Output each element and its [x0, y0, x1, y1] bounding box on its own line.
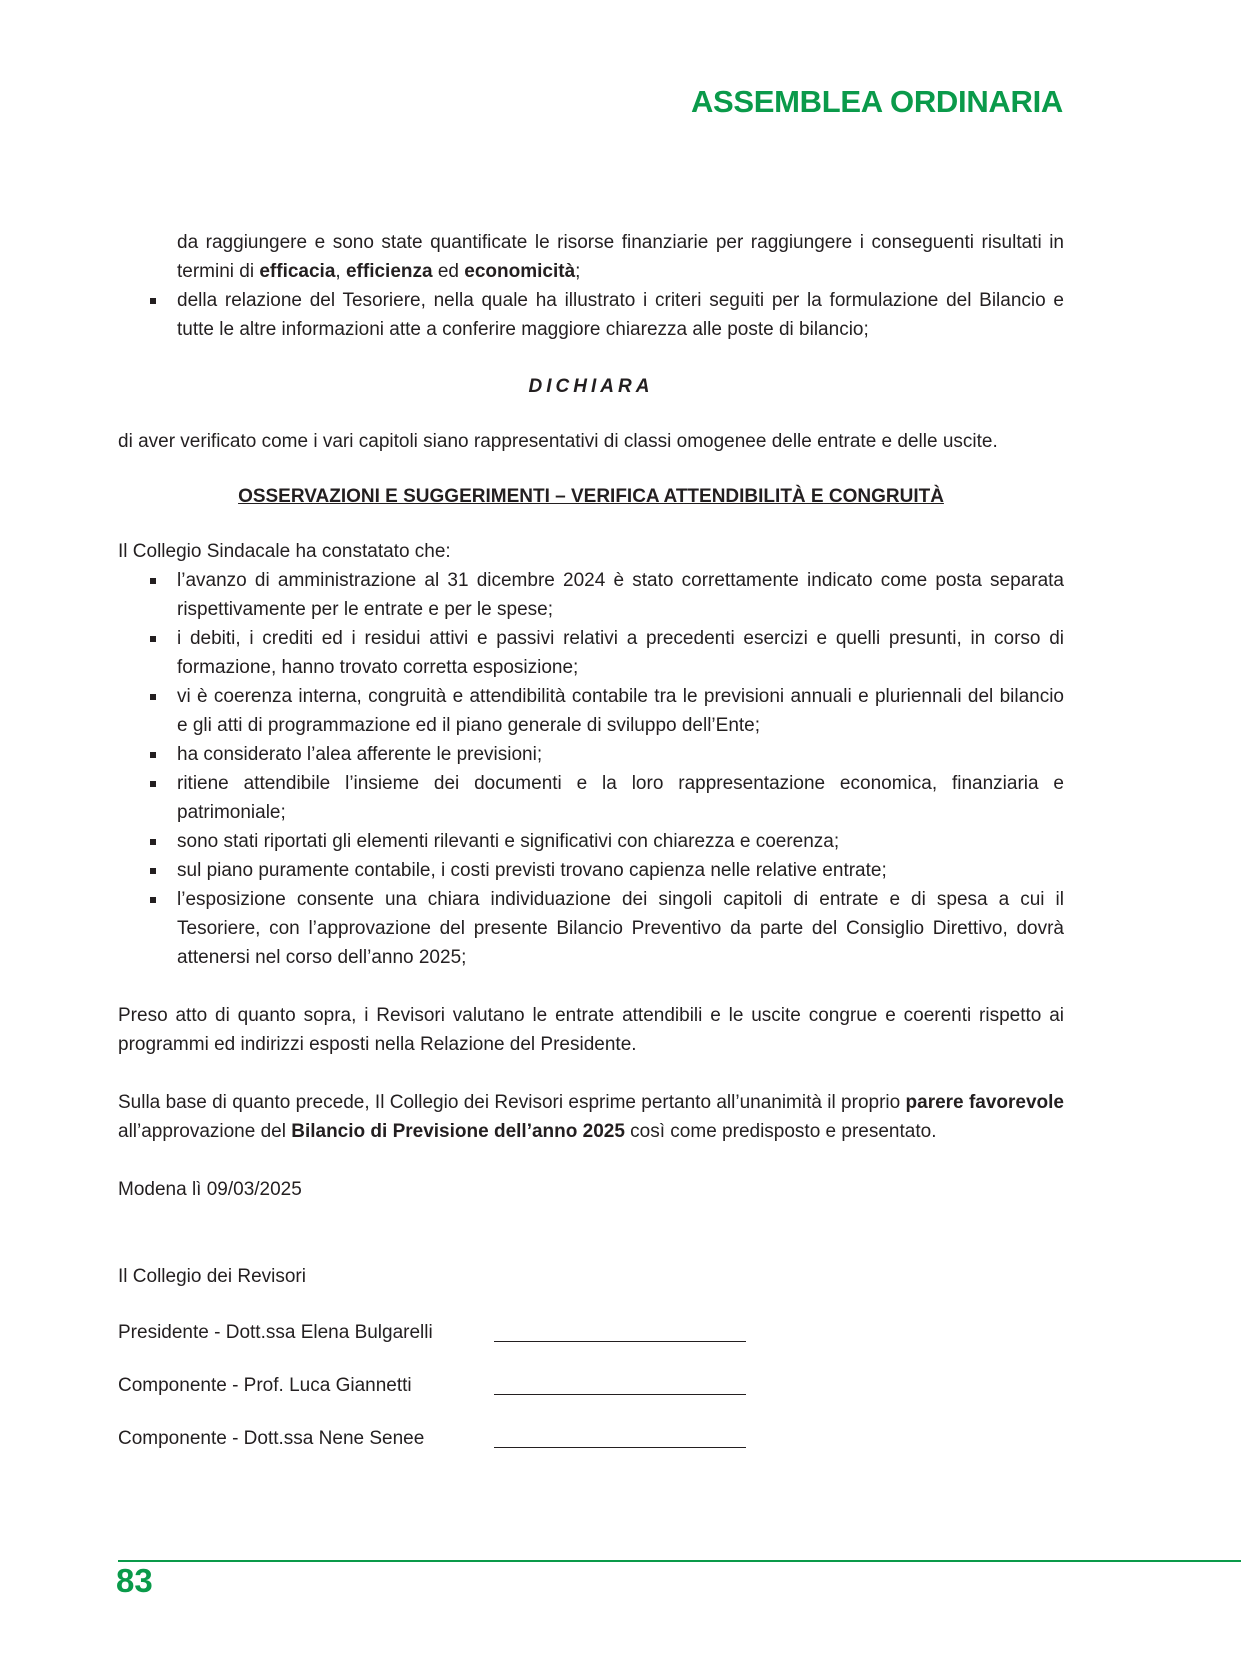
section-heading: OSSERVAZIONI E SUGGERIMENTI – VERIFICA ATTENDIBILITÀ E CONGRUITÀ: [238, 486, 944, 507]
separator: ed: [432, 261, 465, 282]
page-number: 83: [116, 1562, 153, 1599]
economicita-term: economicità: [464, 261, 576, 282]
list-item: l’avanzo di amministrazione al 31 dicembre 2024 è stato correttamente indicato come posta separata rispettivamente per le entrate e per le spese;: [118, 566, 1064, 624]
separator: ,: [335, 261, 346, 282]
signature-block: [118, 1318, 1064, 1477]
continuation-paragraph: [118, 228, 1064, 286]
intro-paragraph: Il Collegio Sindacale ha constatato che:: [118, 541, 451, 562]
observations-list: [118, 566, 1064, 972]
list-item: i debiti, i crediti ed i residui attivi e passivi relativi a precedenti esercizi e quelli presunti, in corso di formazione, hanno trovato corretta esposizione;: [118, 624, 1064, 682]
signatory-role: Presidente - Dott.ssa Elena Bulgarelli: [118, 1322, 433, 1343]
list-item: sul piano puramente contabile, i costi previsti trovano capienza nelle relative entrate;: [118, 856, 1064, 885]
separator: ;: [575, 261, 581, 282]
list-item: vi è coerenza interna, congruità e attendibilità contabile tra le previsioni annuali e pluriennali del bilancio e gli atti di programmazione ed il piano generale di sviluppo dell’Ente;: [118, 682, 1064, 740]
list-item: della relazione del Tesoriere, nella quale ha illustrato i criteri seguiti per la formulazione del Bilancio e tutte le altre informazioni atte a conferire maggiore chiarezza alle poste di bilancio;: [118, 286, 1064, 344]
document-body: [118, 228, 1064, 1477]
budget-title: Bilancio di Previsione dell’anno 2025: [291, 1121, 625, 1142]
conclusion-paragraph: Preso atto di quanto sopra, i Revisori valutano le entrate attendibili e le uscite congrue e coerenti rispetto ai programmi ed indirizzi esposti nella Relazione del Presidente.: [118, 1005, 1064, 1055]
opinion-paragraph: [118, 1088, 1064, 1146]
dichiara-heading: DICHIARA: [528, 376, 654, 397]
signature-row: [118, 1371, 1064, 1424]
continuation-text: da raggiungere e sono state quantificate le risorse finanziarie per raggiungere i conseguenti risultati in termini di: [177, 232, 1064, 282]
declaration-paragraph: di aver verificato come i vari capitoli siano rappresentativi di classi omogenee delle entrate e delle uscite.: [118, 431, 998, 452]
place-date: Modena lì 09/03/2025: [118, 1179, 302, 1200]
opinion-text: così come predisposto e presentato.: [624, 1121, 937, 1142]
signatory-role: Componente - Prof. Luca Giannetti: [118, 1375, 412, 1396]
signature-row: [118, 1424, 1064, 1477]
signatory-role: Componente - Dott.ssa Nene Senee: [118, 1428, 425, 1449]
opinion-text: Sulla base di quanto precede, Il Collegio dei Revisori esprime pertanto all’unanimità il proprio: [118, 1092, 906, 1113]
list-item: ha considerato l’alea afferente le previsioni;: [118, 740, 1064, 769]
board-label: Il Collegio dei Revisori: [118, 1266, 306, 1287]
signature-row: [118, 1318, 1064, 1371]
footer-divider: [118, 1560, 1241, 1562]
signature-line: [494, 1371, 746, 1395]
page-header-title: ASSEMBLEA ORDINARIA: [690, 84, 1063, 119]
opinion-verdict: parere favorevole: [905, 1092, 1065, 1113]
opinion-text: all’approvazione del: [118, 1121, 292, 1142]
efficacia-term: efficacia: [259, 261, 336, 282]
list-item: ritiene attendibile l’insieme dei documenti e la loro rappresentazione economica, finanziaria e patrimoniale;: [118, 769, 1064, 827]
signature-line: [494, 1424, 746, 1448]
list-item: l’esposizione consente una chiara individuazione dei singoli capitoli di entrate e di spesa a cui il Tesoriere, con l’approvazione del presente Bilancio Preventivo da parte del Consiglio Direttivo, dovrà attenersi nel corso dell’anno 2025;: [118, 885, 1064, 972]
efficienza-term: efficienza: [345, 261, 433, 282]
first-bullet-list: [118, 286, 1064, 344]
list-item: sono stati riportati gli elementi rilevanti e significativi con chiarezza e coerenza;: [118, 827, 1064, 856]
signature-line: [494, 1318, 746, 1342]
